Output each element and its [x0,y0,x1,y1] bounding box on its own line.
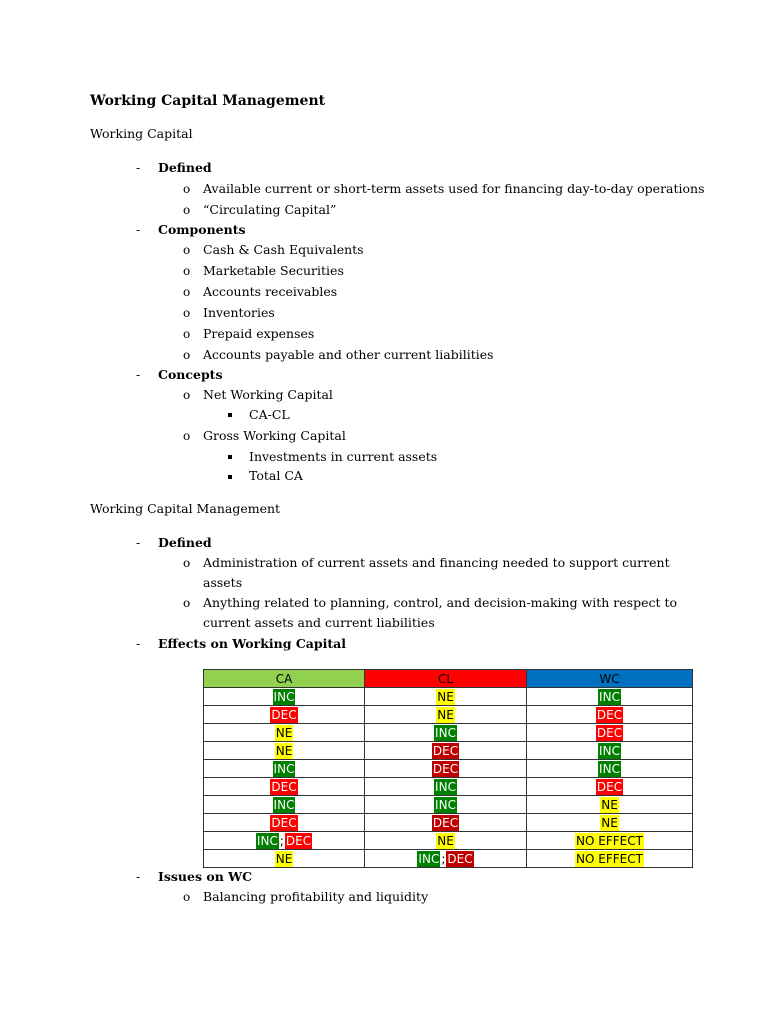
defined-label: Defined [158,160,212,175]
table-cell [365,832,527,850]
concepts-label: Concepts [158,367,223,382]
issues-label: Issues on WC [158,869,253,884]
circle-bullet: o [183,182,191,196]
table-cell [365,778,527,796]
effect-badge: NE [275,743,293,758]
table-cell [204,742,365,760]
sub-list-item: CA-CL [249,407,290,422]
table-cell [365,814,527,832]
table-cell [527,778,693,796]
dash-bullet: - [136,869,141,884]
effect-badge: NE [275,725,293,740]
effect-badge: NE [437,689,454,704]
table-cell [204,760,365,778]
table-cell [527,850,693,868]
table-header-row [204,670,693,688]
table-row [204,796,693,814]
circle-bullet: o [183,327,191,341]
table-cell [204,832,365,850]
circle-bullet: o [183,243,191,257]
table-cell [365,742,527,760]
effect-badge: INC [256,833,278,848]
table-cell [365,796,527,814]
effect-badge: DEC [596,725,623,740]
list-item: Prepaid expenses [203,326,315,341]
circle-bullet: o [183,429,191,443]
effect-badge: NE [601,797,618,812]
table-cell [527,796,693,814]
list-item: Marketable Securities [203,263,344,278]
table-row [204,688,693,706]
sub-list-item: Investments in current assets [249,449,438,464]
effect-badge: DEC [432,761,459,776]
effects-label: Effects on Working Capital [158,636,346,651]
dash-bullet: - [136,535,141,550]
table-row [204,778,693,796]
circle-bullet: o [183,388,191,402]
sub-list-item: Total CA [249,468,303,483]
list-item-line: current assets and current liabilities [203,615,435,630]
effect-badge: INC [435,779,456,794]
table-cell [527,706,693,724]
table-cell [527,760,693,778]
list-item: Cash & Cash Equivalents [203,242,364,257]
section-heading-wc-management: Working Capital Management [90,501,281,516]
effect-badge: NE [437,833,454,848]
table-cell [204,796,365,814]
table-cell [365,850,527,868]
table-header-ca: CA [204,670,365,688]
list-item-gross-working-capital: Gross Working Capital [203,428,346,443]
square-bullet [228,455,232,459]
effect-badge: INC [599,761,620,776]
list-item-line: Anything related to planning, control, and decision-making with respect to [203,595,678,610]
effect-badge: INC [599,743,620,758]
list-item: “Circulating Capital” [203,202,337,217]
effect-badge: DEC [271,707,297,722]
table-row [204,742,693,760]
effect-badge: INC [273,761,295,776]
defined-label: Defined [158,535,212,550]
effect-badge: DEC [432,815,459,830]
circle-bullet: o [183,348,191,362]
effect-badge: NE [601,815,618,830]
table-cell [204,688,365,706]
dash-bullet: - [136,160,141,175]
separator: ; [279,833,284,848]
effect-badge: DEC [271,815,297,830]
effect-badge: DEC [271,779,297,794]
document-title: Working Capital Management [90,93,326,109]
circle-bullet: o [183,890,191,904]
circle-bullet: o [183,306,191,320]
effect-badge: DEC [596,707,623,722]
effect-badge: INC [599,689,620,704]
list-item: Accounts payable and other current liabilities [203,347,494,362]
components-label: Components [158,222,246,237]
table-header-wc: WC [527,670,693,688]
effect-badge: INC [273,689,295,704]
table-cell [365,724,527,742]
effect-badge: DEC [432,743,459,758]
table-cell [527,742,693,760]
effect-badge: INC [418,851,440,866]
circle-bullet: o [183,596,191,610]
dash-bullet: - [136,636,141,651]
effect-badge: DEC [596,779,623,794]
table-cell [527,814,693,832]
table-cell [204,706,365,724]
effect-badge: NO EFFECT [576,851,643,866]
table-cell [204,850,365,868]
table-row [204,706,693,724]
square-bullet [228,475,232,479]
table-cell [365,688,527,706]
effect-badge: DEC [447,851,473,866]
table-cell [204,814,365,832]
effect-badge: INC [273,797,295,812]
circle-bullet: o [183,203,191,217]
table-cell [365,760,527,778]
table-row [204,814,693,832]
list-item-line: assets [203,575,243,590]
effect-badge: NO EFFECT [576,833,643,848]
dash-bullet: - [136,367,141,382]
square-bullet [228,413,232,417]
table-row [204,850,693,868]
list-item: Inventories [203,305,275,320]
table-cell [527,832,693,850]
separator: ; [441,851,446,866]
list-item: Accounts receivables [203,284,338,299]
effects-table [203,669,693,868]
effect-badge: DEC [285,833,312,848]
list-item-net-working-capital: Net Working Capital [203,387,333,402]
circle-bullet: o [183,285,191,299]
table-header-cl: CL [365,670,527,688]
table-cell [527,724,693,742]
effect-badge: NE [437,707,454,722]
table-cell [204,724,365,742]
circle-bullet: o [183,264,191,278]
table-cell [204,778,365,796]
list-item: Available current or short-term assets used for financing day-to-day operations [203,181,705,196]
effect-badge: INC [435,797,456,812]
list-item: Balancing profitability and liquidity [203,889,429,904]
section-heading-working-capital: Working Capital [90,126,193,141]
effect-badge: NE [275,851,293,866]
table-cell [365,706,527,724]
circle-bullet: o [183,556,191,570]
table-row [204,724,693,742]
list-item-line: Administration of current assets and financing needed to support current [203,555,670,570]
table-row [204,760,693,778]
table-cell [527,688,693,706]
dash-bullet: - [136,222,141,237]
effect-badge: INC [435,725,456,740]
table-row [204,832,693,850]
